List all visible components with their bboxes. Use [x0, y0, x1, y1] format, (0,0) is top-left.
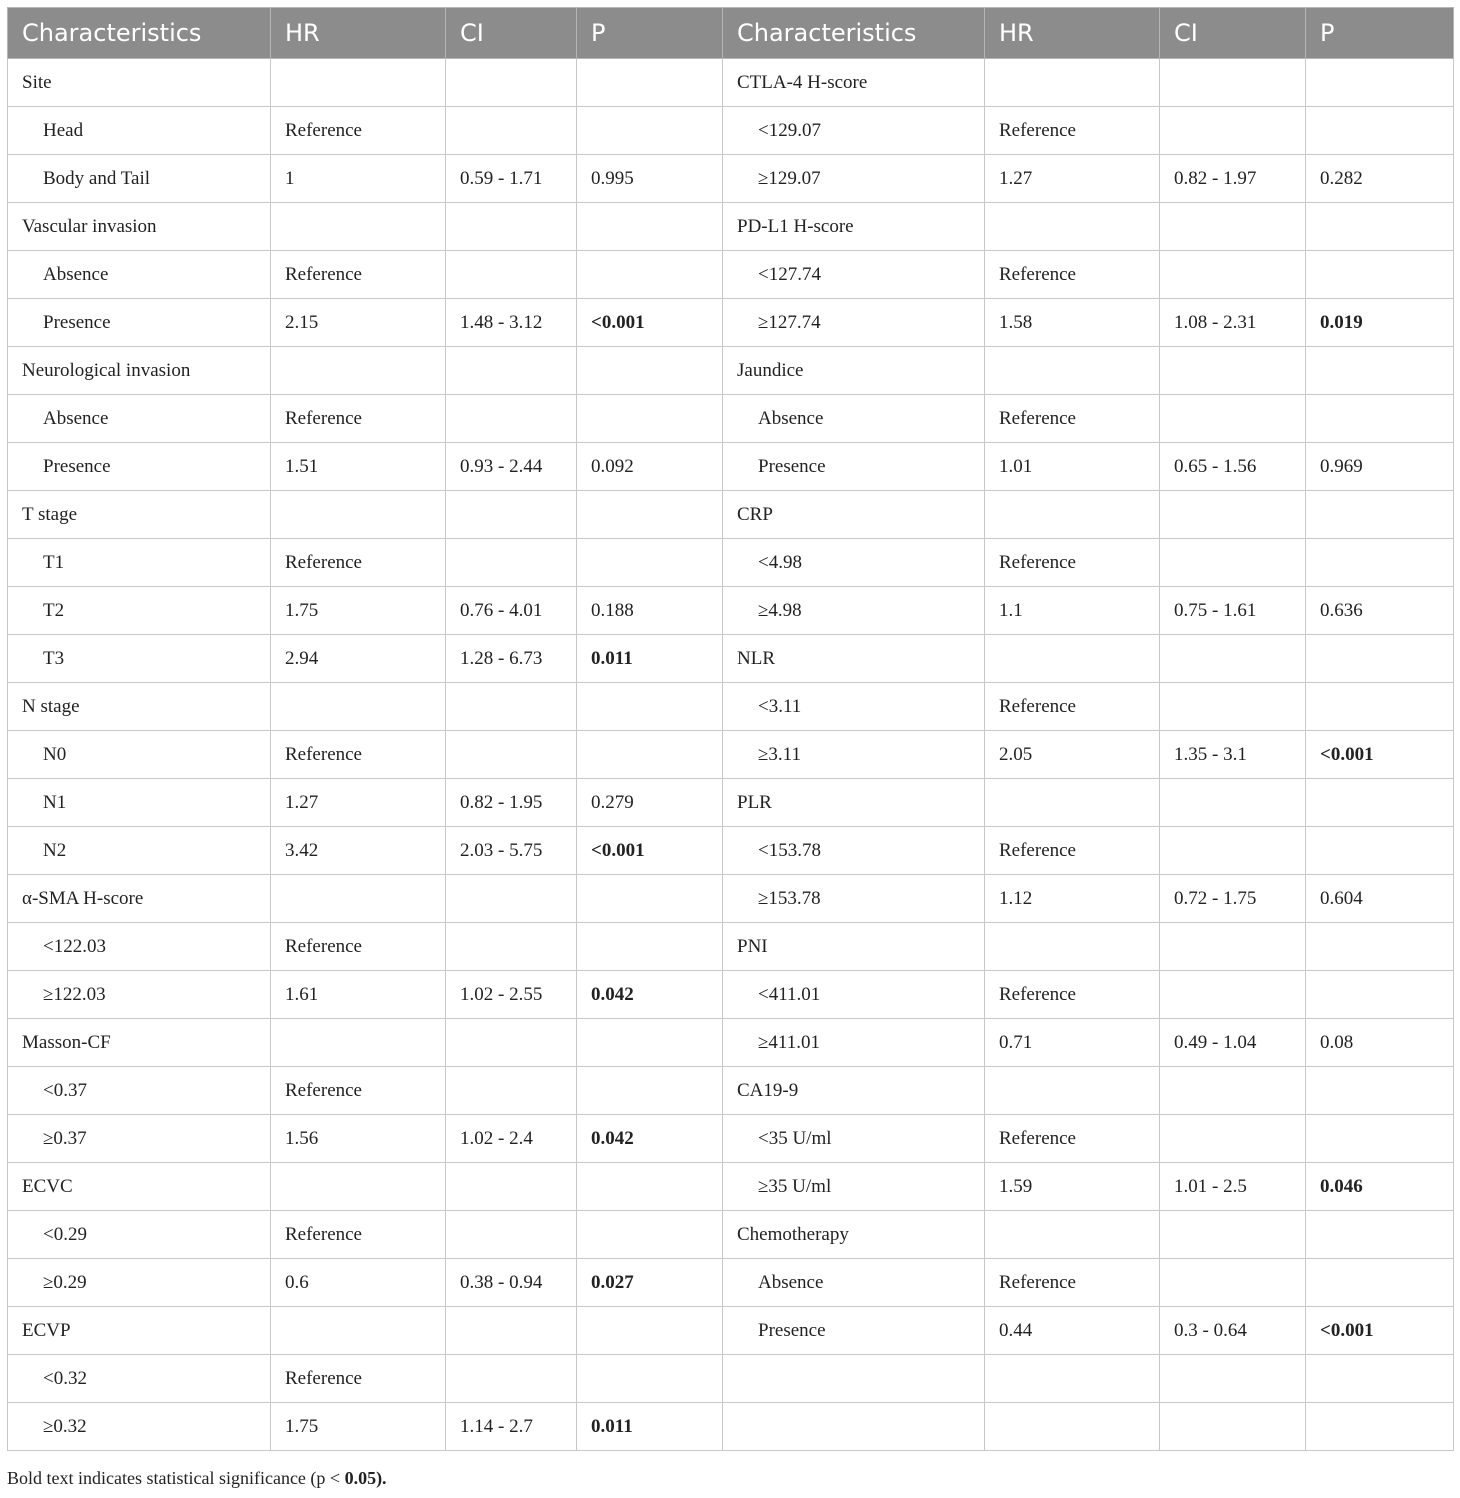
cell-hr: 1.61 — [271, 971, 446, 1019]
cell-hr: 1 — [271, 155, 446, 203]
cell-p-2 — [1306, 635, 1454, 683]
cell-hr: Reference — [271, 395, 446, 443]
cell-p-2: 0.046 — [1306, 1163, 1454, 1211]
table-row — [8, 443, 1454, 491]
cell-p — [577, 1067, 723, 1115]
cell-ci-2 — [1160, 1355, 1306, 1403]
cell-characteristic: ≥0.37 — [8, 1115, 271, 1163]
cell-characteristic-2: <3.11 — [723, 683, 985, 731]
cell-hr: 2.94 — [271, 635, 446, 683]
cell-hr: Reference — [271, 107, 446, 155]
cell-ci: 2.03 - 5.75 — [446, 827, 577, 875]
cell-hr-2 — [985, 779, 1160, 827]
cell-ci-2 — [1160, 1403, 1306, 1451]
cell-p-2 — [1306, 203, 1454, 251]
cell-characteristic: Absence — [8, 251, 271, 299]
table-row — [8, 1403, 1454, 1451]
cell-hr-2: 1.58 — [985, 299, 1160, 347]
cell-characteristic: ECVP — [8, 1307, 271, 1355]
cell-ci-2 — [1160, 59, 1306, 107]
table-row — [8, 683, 1454, 731]
cell-hr — [271, 347, 446, 395]
cell-characteristic: N stage — [8, 683, 271, 731]
cell-ci-2: 0.3 - 0.64 — [1160, 1307, 1306, 1355]
cell-characteristic: Presence — [8, 299, 271, 347]
cell-p: 0.042 — [577, 1115, 723, 1163]
table-row — [8, 155, 1454, 203]
cell-ci-2: 1.35 - 3.1 — [1160, 731, 1306, 779]
cell-ci-2: 1.01 - 2.5 — [1160, 1163, 1306, 1211]
cell-ci-2 — [1160, 827, 1306, 875]
cell-p-2 — [1306, 59, 1454, 107]
cell-hr: Reference — [271, 1355, 446, 1403]
cell-characteristic-2: Absence — [723, 1259, 985, 1307]
cell-p-2: 0.282 — [1306, 155, 1454, 203]
cell-hr — [271, 1019, 446, 1067]
cell-p — [577, 347, 723, 395]
cell-characteristic: Neurological invasion — [8, 347, 271, 395]
cell-hr-2: Reference — [985, 539, 1160, 587]
cell-ci — [446, 59, 577, 107]
cell-hr: Reference — [271, 1211, 446, 1259]
cell-ci: 1.02 - 2.55 — [446, 971, 577, 1019]
table-row — [8, 587, 1454, 635]
cell-ci-2: 0.75 - 1.61 — [1160, 587, 1306, 635]
cell-p-2 — [1306, 539, 1454, 587]
header-p-2: P — [1306, 8, 1454, 59]
table-row — [8, 251, 1454, 299]
cell-hr-2: Reference — [985, 251, 1160, 299]
cell-characteristic-2: ≥127.74 — [723, 299, 985, 347]
cell-characteristic: ≥0.29 — [8, 1259, 271, 1307]
cell-ci-2: 0.72 - 1.75 — [1160, 875, 1306, 923]
cell-characteristic-2: ≥35 U/ml — [723, 1163, 985, 1211]
table-row — [8, 539, 1454, 587]
cell-hr: 3.42 — [271, 827, 446, 875]
cell-characteristic: Presence — [8, 443, 271, 491]
footnote-text: Bold text indicates statistical significance (p < — [7, 1468, 345, 1488]
cell-ci — [446, 1355, 577, 1403]
cell-ci — [446, 107, 577, 155]
cell-characteristic: ≥0.32 — [8, 1403, 271, 1451]
cell-characteristic-2: <153.78 — [723, 827, 985, 875]
cell-p-2 — [1306, 683, 1454, 731]
cell-p-2 — [1306, 491, 1454, 539]
cell-p — [577, 107, 723, 155]
cell-characteristic: <0.37 — [8, 1067, 271, 1115]
cell-hr-2: 2.05 — [985, 731, 1160, 779]
cell-hr-2: 0.71 — [985, 1019, 1160, 1067]
cell-hr — [271, 1163, 446, 1211]
cell-p-2 — [1306, 1403, 1454, 1451]
cell-hr: 1.27 — [271, 779, 446, 827]
cell-p: 0.188 — [577, 587, 723, 635]
cell-characteristic: ECVC — [8, 1163, 271, 1211]
cell-ci — [446, 1067, 577, 1115]
cell-ci — [446, 395, 577, 443]
cell-characteristic: T3 — [8, 635, 271, 683]
cell-hr: 1.51 — [271, 443, 446, 491]
cell-characteristic-2 — [723, 1403, 985, 1451]
cell-p-2 — [1306, 1259, 1454, 1307]
cell-p — [577, 203, 723, 251]
cell-ci-2 — [1160, 971, 1306, 1019]
cell-characteristic: Absence — [8, 395, 271, 443]
cell-ci-2: 0.65 - 1.56 — [1160, 443, 1306, 491]
cell-ci — [446, 731, 577, 779]
cell-p-2: 0.08 — [1306, 1019, 1454, 1067]
cell-hr — [271, 1307, 446, 1355]
cell-characteristic-2: Presence — [723, 1307, 985, 1355]
header-row — [8, 8, 1454, 59]
cell-p — [577, 1307, 723, 1355]
cell-hr-2: 1.12 — [985, 875, 1160, 923]
cell-hr: 1.75 — [271, 1403, 446, 1451]
cell-ci — [446, 203, 577, 251]
header-characteristics: Characteristics — [8, 8, 271, 59]
cell-characteristic-2: PNI — [723, 923, 985, 971]
cell-hr-2: Reference — [985, 971, 1160, 1019]
table-row — [8, 1115, 1454, 1163]
cell-characteristic: <122.03 — [8, 923, 271, 971]
cell-hr: 0.6 — [271, 1259, 446, 1307]
cell-p — [577, 923, 723, 971]
table-row — [8, 347, 1454, 395]
cell-hr-2 — [985, 491, 1160, 539]
cell-p: 0.042 — [577, 971, 723, 1019]
cell-characteristic-2: <35 U/ml — [723, 1115, 985, 1163]
cell-characteristic-2: NLR — [723, 635, 985, 683]
cell-hr: Reference — [271, 251, 446, 299]
cell-p-2 — [1306, 1067, 1454, 1115]
table-row — [8, 827, 1454, 875]
footnote-bold: 0.05). — [344, 1468, 387, 1488]
cell-p-2 — [1306, 347, 1454, 395]
cell-characteristic-2: PLR — [723, 779, 985, 827]
header-hr-2: HR — [985, 8, 1160, 59]
table-row — [8, 203, 1454, 251]
cell-hr-2 — [985, 203, 1160, 251]
cell-characteristic: ≥122.03 — [8, 971, 271, 1019]
table-row — [8, 1067, 1454, 1115]
cell-hr-2 — [985, 347, 1160, 395]
table-footnote — [7, 1468, 387, 1489]
cell-p-2: 0.636 — [1306, 587, 1454, 635]
cell-p: 0.995 — [577, 155, 723, 203]
table-row — [8, 59, 1454, 107]
cell-hr: Reference — [271, 539, 446, 587]
cell-ci — [446, 539, 577, 587]
cell-hr-2: 0.44 — [985, 1307, 1160, 1355]
cell-characteristic-2: PD-L1 H-score — [723, 203, 985, 251]
table-row — [8, 779, 1454, 827]
cell-ci-2: 0.49 - 1.04 — [1160, 1019, 1306, 1067]
cell-ci — [446, 491, 577, 539]
cell-hr: Reference — [271, 923, 446, 971]
cell-characteristic-2: ≥3.11 — [723, 731, 985, 779]
results-table — [7, 7, 1454, 1451]
cell-p: 0.011 — [577, 1403, 723, 1451]
cell-hr: Reference — [271, 731, 446, 779]
table-row — [8, 731, 1454, 779]
cell-hr-2 — [985, 1067, 1160, 1115]
cell-characteristic-2: <411.01 — [723, 971, 985, 1019]
cell-ci-2 — [1160, 107, 1306, 155]
cell-p-2 — [1306, 1211, 1454, 1259]
cell-ci — [446, 683, 577, 731]
table-row — [8, 491, 1454, 539]
cell-characteristic: N1 — [8, 779, 271, 827]
cell-p-2: 0.019 — [1306, 299, 1454, 347]
cell-characteristic: Vascular invasion — [8, 203, 271, 251]
cell-ci-2: 0.82 - 1.97 — [1160, 155, 1306, 203]
cell-ci-2: 1.08 - 2.31 — [1160, 299, 1306, 347]
cell-p-2 — [1306, 779, 1454, 827]
cell-ci-2 — [1160, 203, 1306, 251]
cell-characteristic: Masson-CF — [8, 1019, 271, 1067]
cell-ci — [446, 1163, 577, 1211]
table-row — [8, 1019, 1454, 1067]
cell-characteristic-2: ≥4.98 — [723, 587, 985, 635]
cell-characteristic-2: ≥153.78 — [723, 875, 985, 923]
cell-ci — [446, 1211, 577, 1259]
cell-p-2: <0.001 — [1306, 731, 1454, 779]
cell-p: 0.027 — [577, 1259, 723, 1307]
cell-hr-2 — [985, 1355, 1160, 1403]
cell-ci-2 — [1160, 683, 1306, 731]
cell-ci: 1.14 - 2.7 — [446, 1403, 577, 1451]
cell-ci: 1.02 - 2.4 — [446, 1115, 577, 1163]
cell-p — [577, 1355, 723, 1403]
cell-characteristic: Site — [8, 59, 271, 107]
cell-ci — [446, 923, 577, 971]
cell-hr-2: 1.1 — [985, 587, 1160, 635]
cell-characteristic-2: ≥411.01 — [723, 1019, 985, 1067]
cell-ci — [446, 1019, 577, 1067]
cell-p-2: 0.969 — [1306, 443, 1454, 491]
cell-p — [577, 1019, 723, 1067]
cell-characteristic-2: Absence — [723, 395, 985, 443]
cell-ci-2 — [1160, 395, 1306, 443]
table-row — [8, 1259, 1454, 1307]
cell-characteristic: Head — [8, 107, 271, 155]
cell-hr-2: Reference — [985, 395, 1160, 443]
cell-characteristic-2: CRP — [723, 491, 985, 539]
cell-p: <0.001 — [577, 299, 723, 347]
cell-ci: 0.93 - 2.44 — [446, 443, 577, 491]
header-p: P — [577, 8, 723, 59]
cell-hr — [271, 683, 446, 731]
cell-characteristic-2 — [723, 1355, 985, 1403]
table-row — [8, 875, 1454, 923]
cell-characteristic: <0.32 — [8, 1355, 271, 1403]
header-characteristics-2: Characteristics — [723, 8, 985, 59]
cell-ci-2 — [1160, 779, 1306, 827]
table-row — [8, 1307, 1454, 1355]
cell-ci — [446, 875, 577, 923]
cell-ci-2 — [1160, 539, 1306, 587]
cell-hr-2: 1.01 — [985, 443, 1160, 491]
cell-hr: Reference — [271, 1067, 446, 1115]
cell-ci-2 — [1160, 1067, 1306, 1115]
table-row — [8, 395, 1454, 443]
cell-p: <0.001 — [577, 827, 723, 875]
cell-p — [577, 491, 723, 539]
cell-p — [577, 395, 723, 443]
cell-p-2 — [1306, 395, 1454, 443]
cell-characteristic-2: <127.74 — [723, 251, 985, 299]
cell-hr — [271, 59, 446, 107]
cell-characteristic: N0 — [8, 731, 271, 779]
table-body — [8, 59, 1454, 1451]
cell-hr-2: 1.59 — [985, 1163, 1160, 1211]
cell-characteristic: N2 — [8, 827, 271, 875]
cell-p: 0.011 — [577, 635, 723, 683]
table-row — [8, 1163, 1454, 1211]
cell-p-2 — [1306, 1355, 1454, 1403]
cell-characteristic: T stage — [8, 491, 271, 539]
cell-p-2 — [1306, 971, 1454, 1019]
table-row — [8, 107, 1454, 155]
cell-p — [577, 875, 723, 923]
cell-hr: 2.15 — [271, 299, 446, 347]
cell-hr: 1.56 — [271, 1115, 446, 1163]
cell-p — [577, 59, 723, 107]
cell-characteristic-2: CTLA-4 H-score — [723, 59, 985, 107]
cell-p-2: 0.604 — [1306, 875, 1454, 923]
header-ci: CI — [446, 8, 577, 59]
cell-ci-2 — [1160, 635, 1306, 683]
cell-p-2 — [1306, 107, 1454, 155]
cell-p: 0.279 — [577, 779, 723, 827]
cell-ci-2 — [1160, 1259, 1306, 1307]
cell-hr-2: Reference — [985, 827, 1160, 875]
cell-ci — [446, 1307, 577, 1355]
cell-hr-2: Reference — [985, 683, 1160, 731]
cell-hr-2 — [985, 923, 1160, 971]
cell-characteristic: <0.29 — [8, 1211, 271, 1259]
cell-ci-2 — [1160, 251, 1306, 299]
cell-ci-2 — [1160, 347, 1306, 395]
cell-hr — [271, 491, 446, 539]
table-row — [8, 1211, 1454, 1259]
cell-p-2 — [1306, 1115, 1454, 1163]
table-row — [8, 923, 1454, 971]
cell-hr-2: Reference — [985, 107, 1160, 155]
cell-hr-2: Reference — [985, 1259, 1160, 1307]
header-ci-2: CI — [1160, 8, 1306, 59]
table-row — [8, 971, 1454, 1019]
cell-hr — [271, 203, 446, 251]
cell-characteristic-2: Chemotherapy — [723, 1211, 985, 1259]
cell-p — [577, 251, 723, 299]
cell-characteristic: α-SMA H-score — [8, 875, 271, 923]
cell-ci — [446, 347, 577, 395]
cell-hr-2 — [985, 1211, 1160, 1259]
cell-hr-2: 1.27 — [985, 155, 1160, 203]
cell-hr-2: Reference — [985, 1115, 1160, 1163]
cell-p — [577, 731, 723, 779]
cell-p-2 — [1306, 251, 1454, 299]
cell-p — [577, 1163, 723, 1211]
table-row — [8, 635, 1454, 683]
cell-ci-2 — [1160, 491, 1306, 539]
cell-ci-2 — [1160, 1211, 1306, 1259]
cell-characteristic: T1 — [8, 539, 271, 587]
cell-hr-2 — [985, 635, 1160, 683]
cell-characteristic-2: <129.07 — [723, 107, 985, 155]
cell-ci: 0.82 - 1.95 — [446, 779, 577, 827]
cell-hr — [271, 875, 446, 923]
cell-ci-2 — [1160, 923, 1306, 971]
cell-ci: 0.76 - 4.01 — [446, 587, 577, 635]
cell-p — [577, 683, 723, 731]
cell-p — [577, 539, 723, 587]
cell-ci: 0.38 - 0.94 — [446, 1259, 577, 1307]
table-row — [8, 299, 1454, 347]
cell-ci-2 — [1160, 1115, 1306, 1163]
cell-p-2 — [1306, 827, 1454, 875]
cell-ci — [446, 251, 577, 299]
cell-characteristic-2: <4.98 — [723, 539, 985, 587]
cell-hr-2 — [985, 59, 1160, 107]
cell-ci: 0.59 - 1.71 — [446, 155, 577, 203]
cell-characteristic: T2 — [8, 587, 271, 635]
cell-characteristic-2: CA19-9 — [723, 1067, 985, 1115]
cell-characteristic: Body and Tail — [8, 155, 271, 203]
table-row — [8, 1355, 1454, 1403]
cell-hr-2 — [985, 1403, 1160, 1451]
cell-p — [577, 1211, 723, 1259]
cell-hr: 1.75 — [271, 587, 446, 635]
cell-characteristic-2: ≥129.07 — [723, 155, 985, 203]
header-hr: HR — [271, 8, 446, 59]
cell-characteristic-2: Jaundice — [723, 347, 985, 395]
cell-characteristic-2: Presence — [723, 443, 985, 491]
cell-p-2: <0.001 — [1306, 1307, 1454, 1355]
cell-p: 0.092 — [577, 443, 723, 491]
cell-ci: 1.28 - 6.73 — [446, 635, 577, 683]
cell-ci: 1.48 - 3.12 — [446, 299, 577, 347]
cell-p-2 — [1306, 923, 1454, 971]
